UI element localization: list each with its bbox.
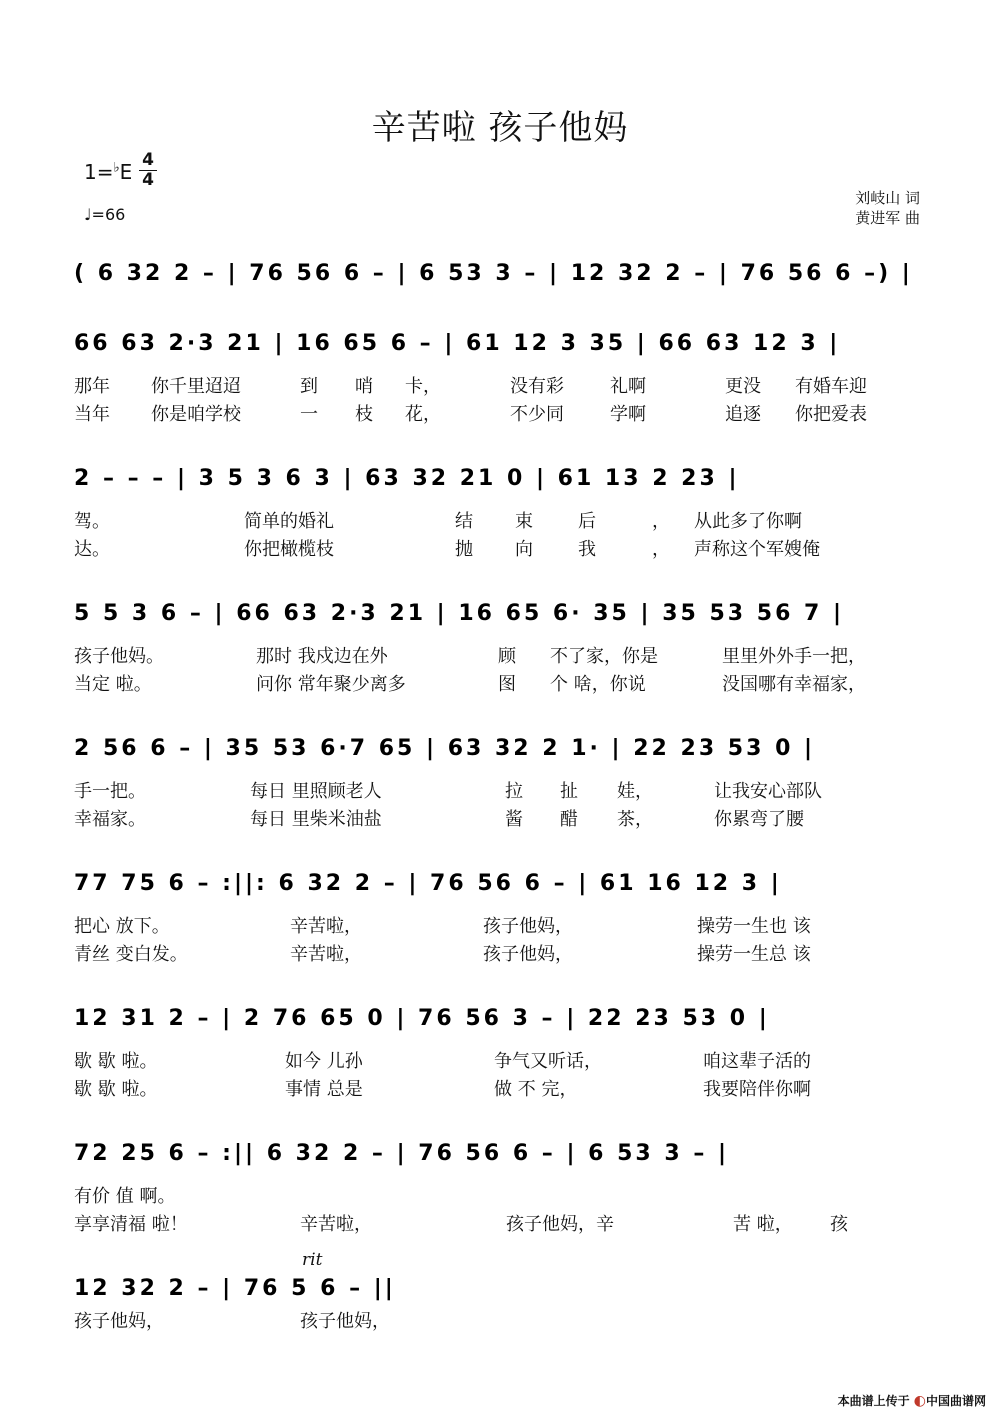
lyric-word: 不少同	[510, 404, 564, 425]
lyric-word: 孩子他妈，	[74, 1311, 164, 1332]
lyric-word: 你累弯了腰	[714, 809, 804, 830]
tempo-value: =66	[91, 205, 126, 224]
lyric-word: 花，	[405, 404, 441, 425]
lyric-word: 哨	[355, 376, 373, 397]
lyric-word: 操劳一生也 该	[697, 916, 811, 937]
lyric-word: 里里外外手一把，	[722, 646, 866, 667]
lyric-word: 有婚车迎	[795, 376, 867, 397]
lyric-word: 抛	[455, 539, 473, 560]
lyric-word: 孩子他妈，辛	[506, 1214, 614, 1235]
lyric-word: 有价 值 啊。	[74, 1186, 176, 1207]
lyric-word: 苦 啦，	[733, 1214, 793, 1235]
lyric-word: 如今 儿孙	[285, 1051, 363, 1072]
lyric-word: ，	[652, 539, 670, 560]
credits	[855, 188, 920, 228]
lyric-word: ，	[652, 511, 670, 532]
notation-line	[0, 250, 1000, 320]
notation-text: 2 56 6 – | 35 53 6·7 65 | 63 32 2 1· | 22 23 53 0 |	[74, 736, 816, 761]
lyric-word: 束	[515, 511, 533, 532]
lyric-word: 没有彩	[510, 376, 564, 397]
rit-marking: rit	[302, 1250, 323, 1270]
lyric-word: 学啊	[610, 404, 646, 425]
lyric-word: 辛苦啦，	[300, 1214, 372, 1235]
notation-text: 2 – – – | 3 5 3 6 3 | 63 32 21 0 | 61 13 2 23 |	[74, 466, 740, 491]
notation-text: 77 75 6 – :||: 6 32 2 – | 76 56 6 – | 61 16 12 3 |	[74, 871, 782, 896]
lyric-word: 青丝 变白发。	[74, 944, 188, 965]
notation-text: ( 6 32 2 – | 76 56 6 – | 6 53 3 – | 12 32 2 – | 76 56 6 –) |	[74, 261, 913, 286]
flat-sign: ♭	[113, 160, 120, 176]
key-prefix: 1=	[84, 160, 114, 184]
lyric-word: 枝	[355, 404, 373, 425]
lyric-word: 个 啥，你说	[550, 674, 646, 695]
lyric-word: 向	[515, 539, 533, 560]
lyric-word: 当定 啦。	[74, 674, 152, 695]
lyric-word: 你是咱学校	[151, 404, 241, 425]
notation-text: 12 32 2 – | 76 5 6 – ||	[74, 1276, 396, 1301]
lyric-word: 事情 总是	[285, 1079, 363, 1100]
time-signature-bottom: 4	[142, 170, 154, 190]
lyric-word: 幸福家。	[74, 809, 146, 830]
lyric-word: 结	[455, 511, 473, 532]
lyric-word: 顾	[498, 646, 516, 667]
lyric-word: 达。	[74, 539, 110, 560]
time-signature	[139, 152, 157, 189]
lyric-word: 我	[578, 539, 596, 560]
key-signature	[84, 160, 132, 184]
lyric-word: 争气又听话，	[494, 1051, 602, 1072]
lyric-word: 孩子他妈。	[74, 646, 164, 667]
site-logo-icon: ◐	[913, 1393, 926, 1409]
notation-line	[0, 725, 1000, 795]
lyric-word: 到	[300, 376, 318, 397]
lyric-word: 每日 里照顾老人	[250, 781, 382, 802]
lyric-word: 你千里迢迢	[151, 376, 241, 397]
song-title: 辛苦啦 孩子他妈	[371, 108, 629, 148]
lyric-word: 声称这个军嫂俺	[694, 539, 820, 560]
lyric-word: 问你 常年聚少离多	[256, 674, 406, 695]
lyric-word: 后	[578, 511, 596, 532]
lyric-word: 拉	[505, 781, 523, 802]
lyric-word: 歇 歇 啦。	[74, 1079, 158, 1100]
lyric-word: 图	[498, 674, 516, 695]
lyric-word: 卡，	[405, 376, 441, 397]
lyric-word: 从此多了你啊	[694, 511, 802, 532]
footer-text: 本曲谱上传于	[837, 1394, 910, 1408]
footer	[838, 1392, 986, 1409]
lyric-word: 咱这辈子活的	[703, 1051, 811, 1072]
lyric-word: 不了家，你是	[550, 646, 658, 667]
lyric-word: 你把爱表	[795, 404, 867, 425]
lyric-word: 醋	[560, 809, 578, 830]
lyric-word: 让我安心部队	[714, 781, 822, 802]
lyric-word: 辛苦啦，	[290, 944, 362, 965]
lyric-word: 做 不 完，	[494, 1079, 578, 1100]
notation-text: 72 25 6 – :|| 6 32 2 – | 76 56 6 – | 6 53 3 – |	[74, 1141, 730, 1166]
tempo	[84, 205, 125, 224]
lyric-word: 那年	[74, 376, 110, 397]
notation-line	[0, 455, 1000, 525]
lyric-word: 歇 歇 啦。	[74, 1051, 158, 1072]
lyric-word: 酱	[505, 809, 523, 830]
lyric-word: 操劳一生总 该	[697, 944, 811, 965]
quarter-note-icon: ♩	[84, 205, 92, 224]
composer: 黄进军 曲	[855, 209, 920, 227]
lyric-word: 每日 里柴米油盐	[250, 809, 382, 830]
lyric-word: 把心 放下。	[74, 916, 170, 937]
key-note: E	[119, 160, 133, 184]
lyric-word: 一	[300, 404, 318, 425]
time-signature-top: 4	[139, 152, 157, 171]
lyricist: 刘岐山 词	[855, 189, 920, 207]
lyric-word: 孩子他妈，	[300, 1311, 390, 1332]
lyric-word: 茶，	[617, 809, 653, 830]
lyric-word: 孩子他妈，	[483, 944, 573, 965]
lyric-word: 追逐	[725, 404, 761, 425]
lyric-word: 扯	[560, 781, 578, 802]
lyric-word: 孩	[830, 1214, 848, 1235]
lyric-word: 辛苦啦，	[290, 916, 362, 937]
lyric-word: 简单的婚礼	[244, 511, 334, 532]
lyric-word: 礼啊	[610, 376, 646, 397]
lyric-word: 我要陪伴你啊	[703, 1079, 811, 1100]
lyric-word: 享享清福 啦！	[74, 1214, 188, 1235]
lyric-word: 你把橄榄枝	[244, 539, 334, 560]
notation-text: 66 63 2·3 21 | 16 65 6 – | 61 12 3 35 | 66 63 12 3 |	[74, 331, 841, 356]
notation-text: 12 31 2 – | 2 76 65 0 | 76 56 3 – | 22 23 53 0 |	[74, 1006, 770, 1031]
lyric-word: 手一把。	[74, 781, 146, 802]
lyric-word: 那时 我戍边在外	[256, 646, 388, 667]
lyric-word: 孩子他妈，	[483, 916, 573, 937]
lyric-word: 没国哪有幸福家，	[722, 674, 866, 695]
site-name: 中国曲谱网	[925, 1394, 986, 1408]
notation-text: 5 5 3 6 – | 66 63 2·3 21 | 16 65 6· 35 | 35 53 56 7 |	[74, 601, 845, 626]
lyric-word: 当年	[74, 404, 110, 425]
lyric-word: 驾。	[74, 511, 110, 532]
lyric-word: 娃，	[617, 781, 653, 802]
lyric-word: 更没	[725, 376, 761, 397]
